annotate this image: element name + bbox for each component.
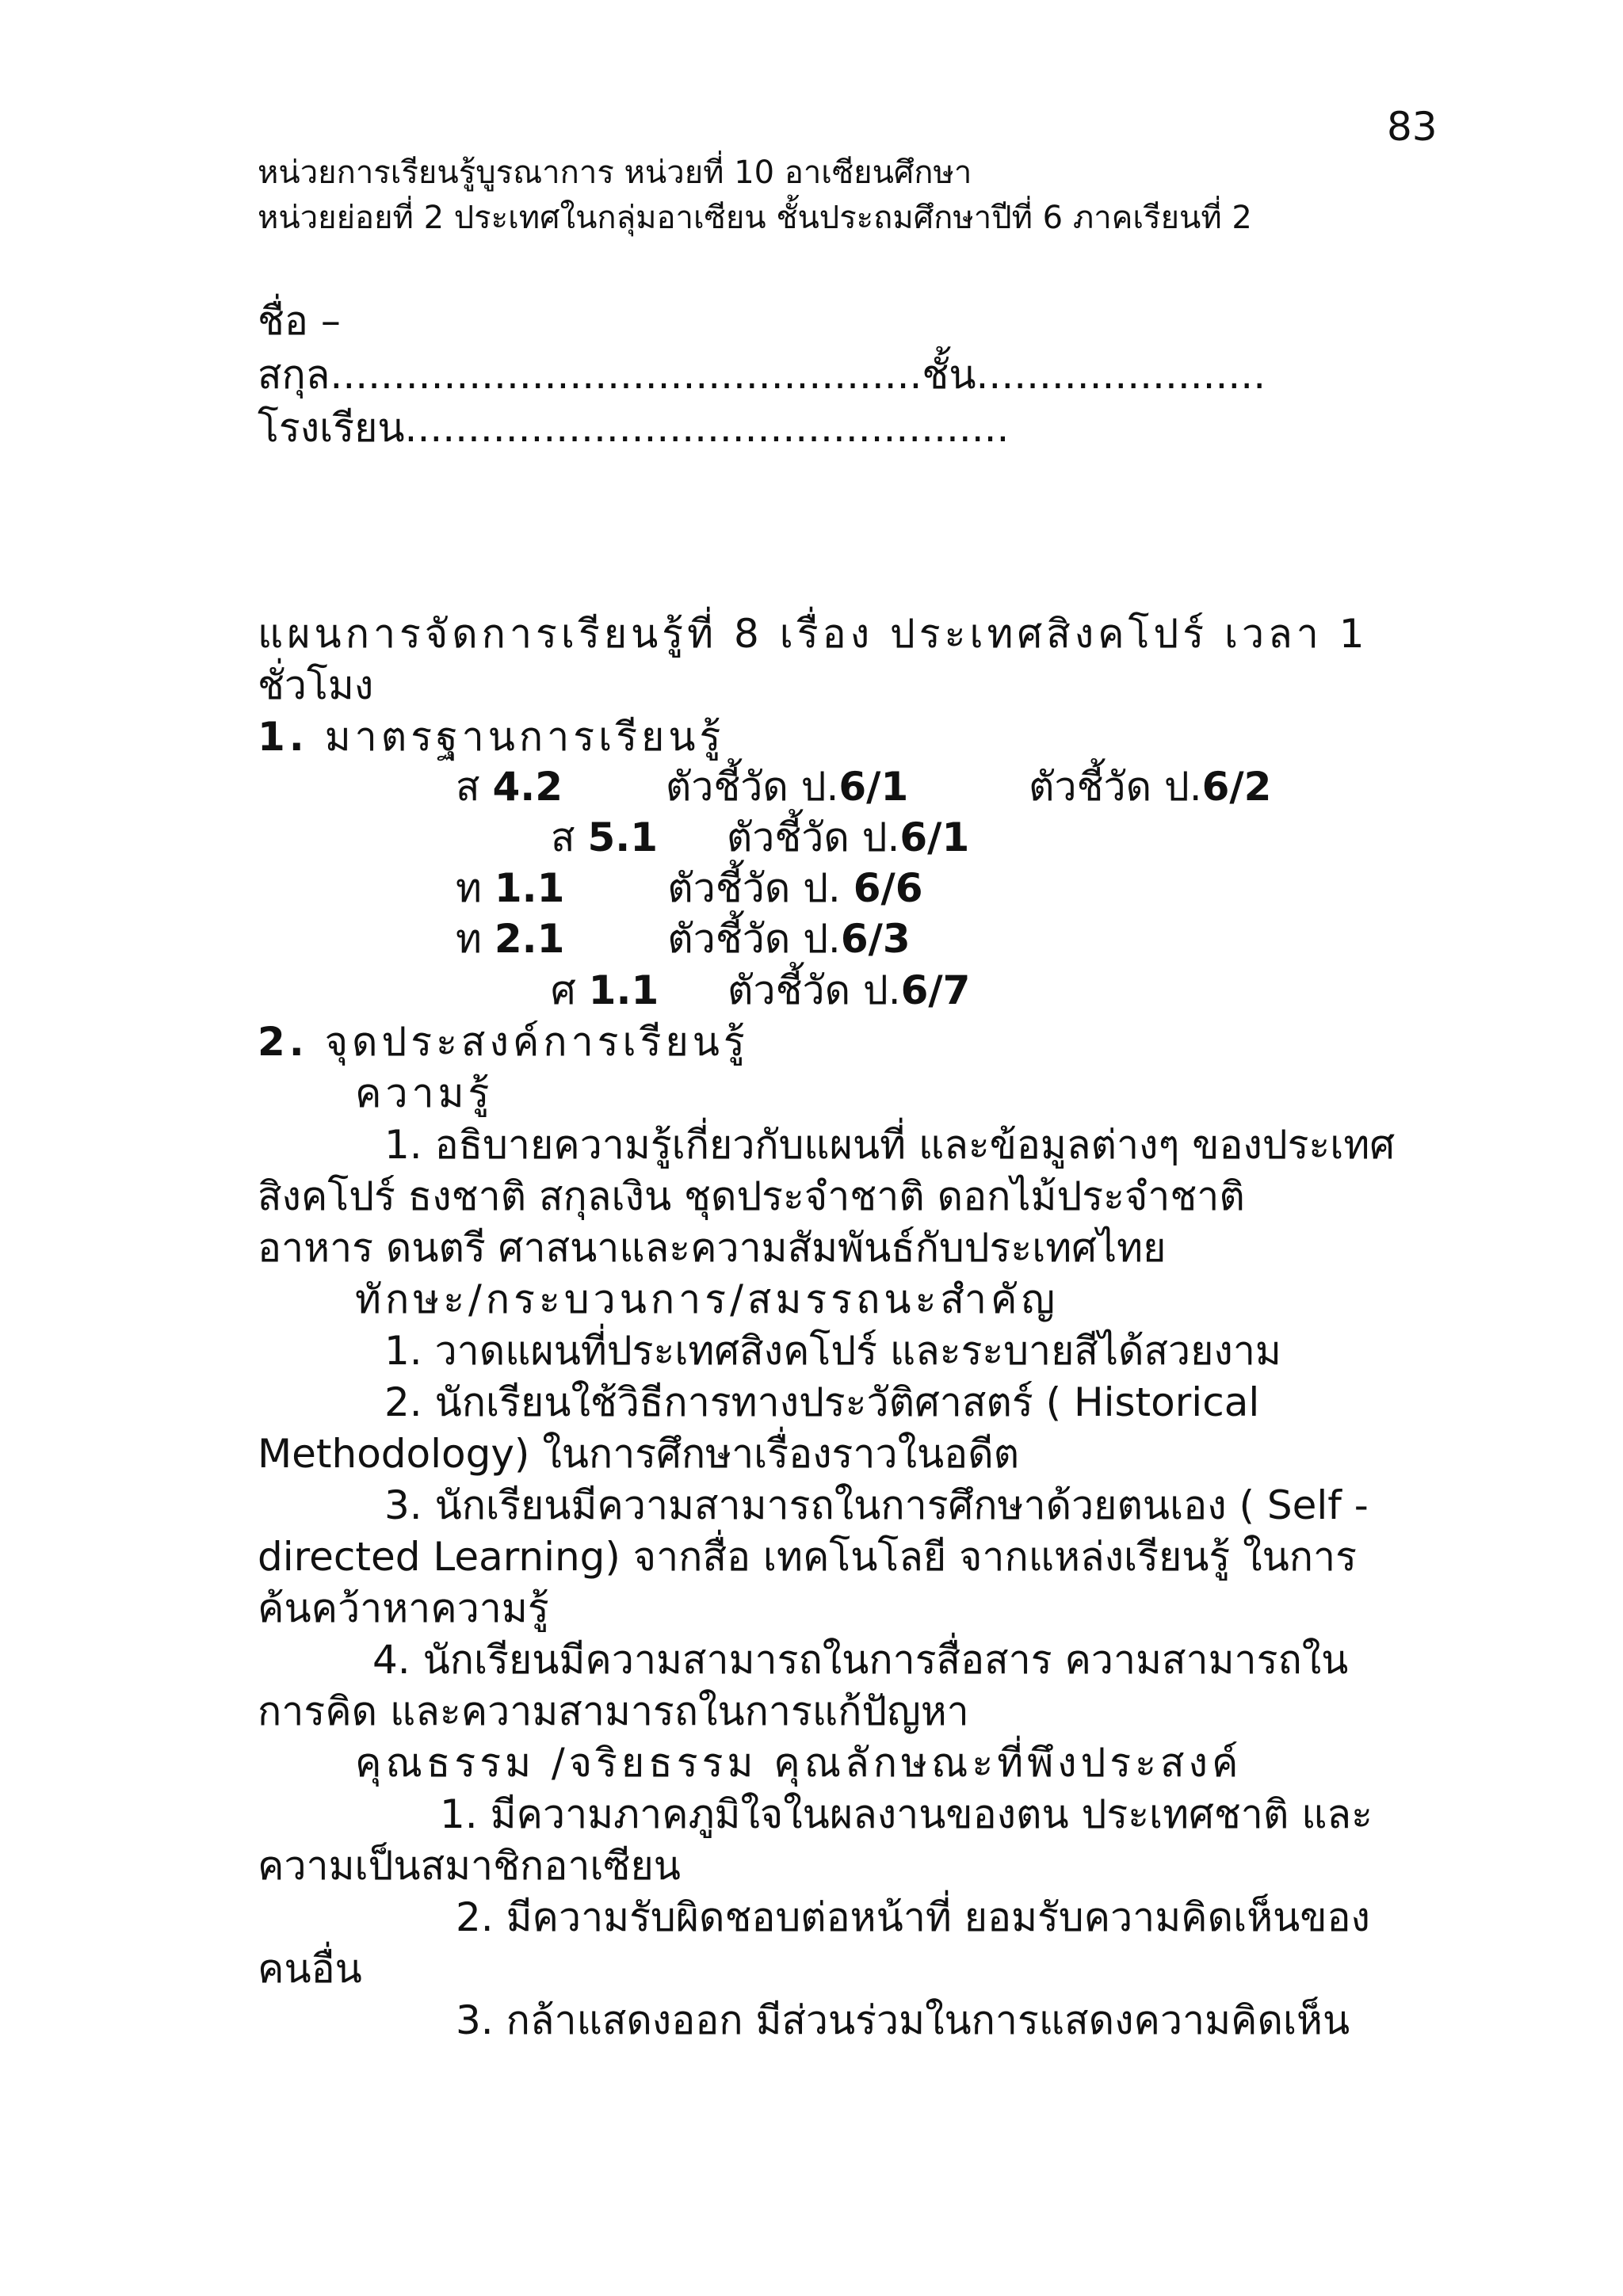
indicator-label: ตัวชี้วัด ป.: [667, 865, 854, 911]
header-line-2: หน่วยย่อยที่ 2 ประเทศในกลุ่มอาเซียน ชั้นประถมศึกษาปีที่ 6 ภาคเรียนที่ 2: [258, 200, 1252, 236]
skills-line: ค้นคว้าหาความรู้: [258, 1585, 549, 1631]
surname-class-line: สกุล...............................................ชั้น.......................: [258, 352, 1266, 398]
indicator-label: ตัวชี้วัด ป.: [1029, 764, 1202, 810]
skills-line: 1. วาดแผนที่ประเทศสิงคโปร์ และระบายสีได้สวยงาม: [384, 1328, 1281, 1374]
indicator-label: ตัวชี้วัด ป.: [726, 814, 900, 860]
standard-prefix: ส: [456, 764, 480, 810]
skills-line: Methodology) ในการศึกษาเรื่องราวในอดีต: [258, 1431, 1020, 1477]
section-title: มาตรฐานการเรียนรู้: [324, 714, 725, 760]
ethics-line: 2. มีความรับผิดชอบต่อหน้าที่ ยอมรับความคิดเห็นของ: [456, 1894, 1370, 1940]
header-line-1: หน่วยการเรียนรู้บูรณาการ หน่วยที่ 10 อาเซียนศึกษา: [258, 154, 972, 191]
ethics-heading: คุณธรรม /จริยธรรม คุณลักษณะที่พึงประสงค์: [355, 1740, 1243, 1786]
skills-line: 3. นักเรียนมีความสามารถในการศึกษาด้วยตนเอง ( Self -: [384, 1482, 1369, 1528]
standard-prefix: ท: [456, 865, 482, 911]
indicator-value: 6/1: [838, 764, 909, 810]
indicator-value: 6/1: [899, 814, 970, 860]
ethics-line: คนอื่น: [258, 1946, 362, 1992]
standard-row: [551, 814, 970, 860]
indicator-value: 6/2: [1201, 764, 1272, 810]
standard-code: 2.1: [494, 916, 565, 962]
standards-heading: [258, 714, 725, 760]
standard-code: 5.1: [587, 814, 659, 860]
standard-row: [456, 865, 923, 911]
indicator-label: ตัวชี้วัด ป.: [665, 764, 839, 810]
section-number: 1.: [258, 714, 308, 760]
indicator-label: ตัวชี้วัด ป.: [727, 967, 901, 1013]
standard-code: 4.2: [492, 764, 563, 810]
ethics-line: ความเป็นสมาชิกอาเซียน: [258, 1843, 681, 1889]
indicator-label: ตัวชี้วัด ป.: [667, 916, 841, 962]
section-title: จุดประสงค์การเรียนรู้: [324, 1019, 749, 1065]
skills-line: 2. นักเรียนใช้วิธีการทางประวัติศาสตร์ ( Historical: [384, 1379, 1260, 1425]
skills-line: 4. นักเรียนมีความสามารถในการสื่อสาร ความสามารถใน: [372, 1637, 1349, 1683]
standard-code: 1.1: [494, 865, 565, 911]
page-number: 83: [1387, 104, 1438, 150]
plan-duration: ชั่วโมง: [258, 662, 374, 708]
skills-line: การคิด และความสามารถในการแก้ปัญหา: [258, 1688, 969, 1734]
section-number: 2.: [258, 1019, 308, 1065]
skills-heading: ทักษะ/กระบวนการ/สมรรถนะสำคัญ: [355, 1276, 1060, 1322]
indicator-value: 6/7: [900, 967, 971, 1013]
knowledge-line: 1. อธิบายความรู้เกี่ยวกับแผนที่ และข้อมูลต่างๆ ของประเทศ: [384, 1122, 1396, 1168]
name-label: ชื่อ –: [258, 298, 341, 344]
skills-line: directed Learning) จากสื่อ เทคโนโลยี จากแหล่งเรียนรู้ ในการ: [258, 1534, 1357, 1580]
objectives-heading: [258, 1019, 749, 1065]
standard-row: [551, 967, 971, 1013]
indicator-value: 6/6: [853, 865, 923, 911]
standard-row: [456, 764, 1272, 810]
indicator-value: 6/3: [840, 916, 911, 962]
standard-prefix: ท: [456, 916, 482, 962]
knowledge-heading: ความรู้: [355, 1070, 494, 1116]
standard-code: 1.1: [588, 967, 659, 1013]
knowledge-line: อาหาร ดนตรี ศาสนาและความสัมพันธ์กับประเทศไทย: [258, 1225, 1167, 1271]
standard-prefix: ศ: [551, 967, 576, 1013]
standard-row: [456, 916, 911, 962]
knowledge-line: สิงคโปร์ ธงชาติ สกุลเงิน ชุดประจำชาติ ดอกไม้ประจำชาติ: [258, 1173, 1245, 1219]
ethics-line: 1. มีความภาคภูมิใจในผลงานของตน ประเทศชาติ และ: [440, 1791, 1373, 1837]
ethics-line: 3. กล้าแสดงออก มีส่วนร่วมในการแสดงความคิดเห็น: [456, 1997, 1350, 2043]
standard-prefix: ส: [551, 814, 575, 860]
plan-title: แผนการจัดการเรียนรู้ที่ 8 เรื่อง ประเทศสิงคโปร์ เวลา 1: [258, 611, 1369, 657]
school-line: โรงเรียน................................................: [258, 405, 1010, 451]
